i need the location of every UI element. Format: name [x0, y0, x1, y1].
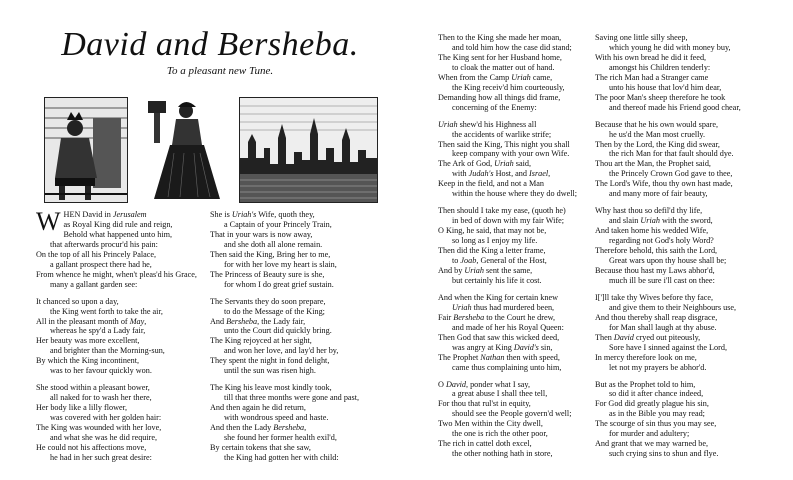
verse-line: the one is rich the other poor,	[452, 429, 548, 439]
verse-line: For God did greatly plague his sin,	[595, 399, 709, 409]
verse-line: Great wars upon thy house shall be;	[609, 256, 727, 266]
verse-line: the accidents of warlike strife;	[452, 129, 552, 139]
italic-name: Bersheba	[226, 316, 258, 326]
verse-line: Sore have I sinned against the Lord,	[609, 342, 728, 352]
verse-line: Then God that saw this wicked deed,	[438, 332, 560, 342]
verse-line: regarding not God's holy Word?	[609, 236, 714, 246]
verse-line: In mercy therefore look on me,	[595, 352, 697, 362]
verse-line: unto the Court did quickly bring.	[224, 326, 332, 336]
verse-line: and many more of fair beauty,	[609, 189, 708, 199]
verse-line: Then said the King, Bring her to me,	[210, 249, 331, 259]
italic-name: Israel	[529, 169, 549, 179]
verse-line: Behold what happened unto him,	[63, 229, 173, 239]
stanza	[210, 210, 400, 290]
stanza	[595, 293, 785, 373]
verse-line: and slain Uriah with the sword,	[609, 216, 713, 226]
verse-line: On the top of all his Princely Palace,	[36, 249, 157, 259]
verse-line: for whom I do great grief sustain.	[224, 279, 334, 289]
verse-column-3	[438, 33, 598, 459]
verse-line: They spent the night in fond delight,	[210, 356, 330, 366]
verse-line: unto his house that lov'd him dear,	[609, 82, 722, 92]
stanza	[595, 206, 785, 286]
verse-line: was to her favour quickly won.	[50, 366, 152, 376]
italic-name: Jerusalem	[112, 210, 147, 219]
verse-line: should see the People govern'd well;	[452, 409, 572, 419]
verse-line: and she doth all alone remain.	[224, 239, 323, 249]
stanza	[438, 293, 598, 373]
verse-line: With his own bread he did it feed,	[595, 52, 707, 62]
verse-line: She stood within a pleasant bower,	[36, 383, 150, 393]
verse-line: The King was wounded with her love,	[36, 423, 162, 433]
verse-line: And taken home his wedded Wife,	[595, 226, 709, 236]
verse-line: Two Men within the City dwell,	[438, 419, 543, 429]
verse-line: a gallant prospect there had he,	[50, 259, 152, 269]
verse-line: Then did the King a letter frame,	[438, 246, 546, 256]
stanza-gap	[210, 376, 400, 383]
verse-line: For thou that rul'st in equity,	[438, 399, 531, 409]
verse-line: Her beauty was more excellent,	[36, 336, 140, 346]
verse-line: Fair Bersheba to the Court he drew,	[438, 312, 556, 322]
verse-line: She is Uriah's Wife, quoth they,	[210, 210, 315, 219]
stanza-gap	[210, 290, 400, 297]
stanza	[210, 297, 400, 377]
verse-line: The King rejoyced at her sight,	[210, 336, 312, 346]
stanza-gap	[438, 113, 598, 120]
stanza	[595, 380, 785, 460]
verse-line: Uriah thus had murdered been,	[452, 302, 555, 312]
stanza	[36, 383, 206, 463]
verse-line: And thou thereby shall reap disgrace,	[595, 312, 718, 322]
italic-name: Judah's	[468, 169, 494, 179]
verse-line: so long as I enjoy my life.	[452, 236, 538, 246]
verse-line: And Bersheba, the Lady fair,	[210, 316, 306, 326]
woodcut-king-seated-icon	[44, 97, 128, 203]
verse-line: the King had gotten her with child:	[224, 452, 339, 462]
woodcut-lady-standing-icon	[140, 97, 226, 201]
verse-line: The Prophet Nathan then with speed,	[438, 352, 560, 362]
verse-line: The Servants they do soon prepare,	[210, 296, 326, 306]
italic-name: Uriah's	[231, 210, 257, 219]
stanza	[438, 206, 598, 286]
stanza	[210, 383, 400, 463]
verse-line: and brighter than the Morning-sun,	[50, 346, 165, 356]
verse-line: By which the King incontinent,	[36, 356, 140, 366]
verse-line: the Princely Crown God gave to thee,	[609, 169, 733, 179]
verse-line: he us'd the Man most cruelly.	[609, 129, 705, 139]
italic-name: Bersheba	[453, 312, 485, 322]
verse-line: as in the Bible you may read;	[609, 409, 705, 419]
verse-line: The King sent for her Husband home,	[438, 52, 562, 62]
italic-name: David	[613, 332, 634, 342]
verse-line: Keep in the field, and not a Man	[438, 179, 544, 189]
verse-line: The King his leave most kindly took,	[210, 383, 332, 393]
verse-line: Then David cryed out piteously,	[595, 332, 701, 342]
verse-line: so did it after chance indeed,	[609, 389, 704, 399]
italic-name: David	[445, 379, 466, 389]
stanza-gap	[595, 286, 785, 293]
verse-line: that afterwards procur'd his pain:	[50, 239, 158, 249]
italic-name: Uriah	[464, 265, 484, 275]
verse-line: in bed of down with my fair Wife;	[452, 216, 565, 226]
verse-line: That in your wars is now away,	[210, 229, 313, 239]
verse-line: All in the pleasant month of May,	[36, 316, 147, 326]
verse-line: Thou art the Man, the Prophet said,	[595, 159, 711, 169]
verse-line: all naked for to wash her there,	[50, 393, 152, 403]
verse-line: and what she was he did require,	[50, 433, 158, 443]
verse-line: a great abuse I shall thee tell,	[452, 389, 548, 399]
verse-line: to do the Message of the King;	[224, 306, 325, 316]
stanza	[36, 297, 206, 377]
verse-line: such crying sins to shun and flye.	[609, 449, 719, 459]
verse-line: much ill be sure i'll cast on thee:	[609, 275, 715, 285]
verse-line: whereas he spy'd a Lady fair,	[50, 326, 146, 336]
italic-name: Uriah	[640, 216, 660, 226]
italic-name: Bersheba	[273, 423, 305, 433]
stanza	[438, 380, 598, 460]
verse-line: the rich Man for that fault should dye.	[609, 149, 734, 159]
stanza-gap	[595, 199, 785, 206]
verse-line: But as the Prophet told to him,	[595, 379, 696, 389]
verse-line: The poor Man's sheep therefore he took	[595, 92, 726, 102]
verse-line: And then the Lady Bersheba,	[210, 423, 307, 433]
verse-line: When from the Camp Uriah came,	[438, 72, 553, 82]
verse-line: And when the King for certain knew	[438, 292, 559, 302]
verse-line: concerning of the Enemy:	[452, 102, 537, 112]
verse-column-2	[210, 210, 400, 463]
verse-line: I[']ll take thy Wives before thy face,	[595, 292, 714, 302]
italic-name: Joab	[460, 256, 477, 266]
verse-line: and told him how the case did stand;	[452, 42, 572, 52]
verse-line: with wondrous speed and haste.	[224, 413, 329, 423]
verse-line: Then to the King she made her moan,	[438, 33, 562, 42]
verse-column-1	[36, 207, 206, 463]
italic-name: Nathan	[480, 352, 505, 362]
verse-line: a Captain of your Princely Train,	[224, 219, 332, 229]
verse-line: but certainly his life it cost.	[452, 275, 542, 285]
verse-line: which young he did with money buy,	[609, 42, 731, 52]
verse-line: Because that he his own would spare,	[595, 119, 719, 129]
verse-line: many a gallant garden see:	[50, 279, 138, 289]
verse-line: Then by the Lord, the King did swear,	[595, 139, 720, 149]
verse-line: came thus complaining unto him,	[452, 362, 562, 372]
verse-line: until the sun was risen high.	[224, 366, 316, 376]
verse-line: The Lord's Wife, thou thy own hast made,	[595, 179, 733, 189]
verse-line: he had in her such great desire:	[50, 452, 152, 462]
verse-line: amongst his Children tenderly:	[609, 62, 711, 72]
verse-line: within the house where they do dwell;	[452, 189, 578, 199]
verse-line: she found her former health exil'd,	[224, 433, 337, 443]
verse-line: O David, ponder what I say,	[438, 379, 531, 389]
stanza-gap	[595, 373, 785, 380]
italic-name: David's	[513, 342, 539, 352]
verse-line: and thereof made his Friend good chear,	[609, 102, 741, 112]
verse-line: And by Uriah sent the same,	[438, 265, 533, 275]
verse-line: the other nothing hath in store,	[452, 449, 553, 459]
stanza-gap	[438, 199, 598, 206]
verse-line: Then said the King, This night you shall	[438, 139, 570, 149]
drop-cap: W	[36, 207, 61, 236]
verse-line: was covered with her golden hair:	[50, 413, 162, 423]
verse-line: Why hast thou so defil'd thy life,	[595, 206, 703, 216]
verse-line: From whence he might, when't pleas'd his Grace,	[36, 269, 197, 279]
italic-name: Uriah	[438, 119, 458, 129]
stanza-gap	[438, 373, 598, 380]
verse-line: to Joab, General of the Host,	[452, 256, 547, 266]
verse-line: keep company with your own Wife.	[452, 149, 570, 159]
verse-line: for Man shall laugh at thy abuse.	[609, 322, 717, 332]
verse-line: And then again he did return,	[210, 403, 306, 413]
stanza	[438, 120, 598, 200]
verse-line: The rich Man had a Stranger came	[595, 72, 709, 82]
stanza	[595, 33, 785, 113]
italic-name: Uriah	[511, 72, 531, 82]
verse-line: Then should I take my ease, (quoth he)	[438, 206, 566, 216]
italic-name: May	[129, 316, 145, 326]
stanza-gap	[595, 113, 785, 120]
verse-line: and made of her his Royal Queen:	[452, 322, 564, 332]
verse-line: Because thou hast my Laws abhor'd,	[595, 265, 715, 275]
ballad-subtitle: To a pleasant new Tune.	[166, 65, 274, 77]
verse-line: HEN David in Jerusalem	[63, 210, 147, 219]
verse-line: Uriah shew'd his Highness all	[438, 119, 537, 129]
stanza	[438, 33, 598, 113]
verse-line: Saving one little silly sheep,	[595, 33, 688, 42]
verse-line: and give them to their Neighbours use,	[609, 302, 737, 312]
verse-line: as Royal King did rule and reign,	[63, 219, 173, 229]
verse-line: was angry at King David's sin,	[452, 342, 553, 352]
italic-name: Uriah	[494, 159, 514, 169]
verse-line: the King receiv'd him courteously,	[452, 82, 565, 92]
verse-line: for with her love my heart is slain,	[224, 259, 337, 269]
verse-line: Her body like a lilly flower,	[36, 403, 128, 413]
verse-line: Demanding how all things did frame,	[438, 92, 561, 102]
ballad-title: David and Bersheba.	[61, 26, 359, 63]
verse-line: Therefore behold, this saith the Lord,	[595, 246, 718, 256]
verse-line: and won her love, and lay'd her by,	[224, 346, 339, 356]
verse-line: The scourge of sin thus you may see,	[595, 419, 717, 429]
verse-line: By certain tokens that she saw,	[210, 442, 311, 452]
verse-line: The rich in cattel doth excel,	[438, 439, 532, 449]
verse-line: And grant that we may warned be,	[595, 439, 708, 449]
verse-line: the King went forth to take the air,	[50, 306, 163, 316]
woodcut-city-skyline-icon	[239, 97, 378, 203]
stanza	[595, 120, 785, 200]
verse-line: let not my prayers be abhor'd.	[609, 362, 707, 372]
verse-line: It chanced so upon a day,	[36, 296, 119, 306]
verse-line: for murder and adultery;	[609, 429, 690, 439]
stanza-gap	[36, 376, 206, 383]
verse-line: The Ark of God, Uriah said,	[438, 159, 532, 169]
stanza-gap	[438, 286, 598, 293]
stanza	[36, 207, 206, 290]
verse-line: He could not his affections move,	[36, 442, 147, 452]
verse-line: The Princess of Beauty sure is she,	[210, 269, 325, 279]
verse-line: to cloak the matter out of hand.	[452, 62, 555, 72]
italic-name: Uriah	[452, 302, 472, 312]
verse-column-4	[595, 33, 785, 459]
stanza-gap	[36, 290, 206, 297]
verse-line: till that three months were gone and past,	[224, 393, 360, 403]
verse-line: O King, he said, that may not be,	[438, 226, 547, 236]
verse-line: with Judah's Host, and Israel,	[452, 169, 551, 179]
